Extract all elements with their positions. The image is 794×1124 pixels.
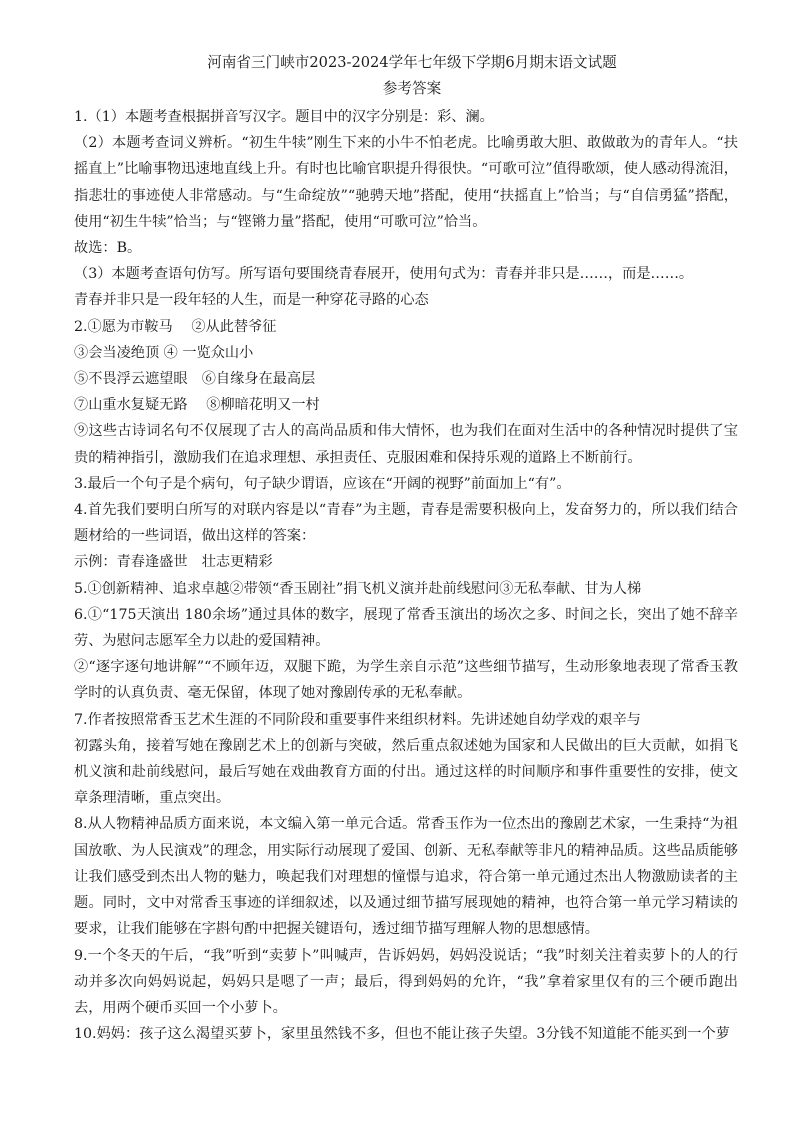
answer-paragraph: 2.①愿为市鞍马 ②从此替爷征	[74, 318, 277, 335]
answer-paragraph: 青春并非只是一段年轻的人生，而是一种穿花寻路的心态	[74, 292, 429, 309]
answer-paragraph: ⑦山重水复疑无路 ⑧柳暗花明又一村	[74, 397, 320, 414]
answer-paragraph: ③会当凌绝顶 ④ 一览众山小	[74, 344, 254, 361]
answer-paragraph: ⑨这些古诗词名句不仅展现了古人的高尚品质和伟大情怀，也为我们在面对生活中的各种情况时提供了宝贵的精神指引，激励我们在追求理想、承担责任、克服困难和保持乐观的道路上不断前行。	[74, 423, 738, 466]
answer-paragraph: 5.①创新精神、追求卓越②带领“香玉剧社”捐飞机义演并赴前线慰问③无私奉献、甘为人梯	[74, 580, 642, 597]
answer-paragraph: 1.（1）本题考查根据拼音写汉字。题目中的汉字分别是：彩、澜。	[74, 109, 494, 125]
answer-paragraph: 故选：B。	[74, 240, 142, 257]
answer-paragraph: 10.妈妈：孩子这么渴望买萝卜，家里虽然钱不多，但也不能让孩子失望。3分钱不知道能不能买到一个萝	[74, 1026, 730, 1043]
answer-paragraph: ②“逐字逐句地讲解”“不顾年迈，双腿下跪，为学生亲自示范”这些细节描写，生动形象地表现了常香玉教学时的认真负责、毫无保留，体现了她对豫剧传承的无私奉献。	[74, 659, 738, 702]
answer-paragraph: （2）本题考查词义辨析。“初生牛犊”刚生下来的小牛不怕老虎。比喻勇敢大胆、敢做敢为的青年人。“扶摇直上”比喻事物迅速地直线上升。有时也比喻官职提升得很快。“可歌可泣”值得歌颂，使人感动得流泪，指悲壮的事迹使人非常感动。与“生命绽放”“驰骋天地”搭配，使用“扶摇直上”恰当；与“自信勇猛”搭配，使用“初生牛犊”恰当；与“铿锵力量”搭配，使用“可歌可泣”恰当。	[74, 135, 738, 230]
answer-paragraph: 3.最后一个句子是个病句，句子缺少谓语，应该在“开阔的视野”前面加上“有”。	[74, 475, 571, 492]
answer-paragraph: 9.一个冬天的午后，“我”听到“卖萝卜”叫喊声，告诉妈妈，妈妈没说话；“我”时刻关注着卖萝卜的人的行动并多次向妈妈说起，妈妈只是嗯了一声；最后，得到妈妈的允许，“我”拿着家里仅有的三个硬币跑出去，用两个硬币买回一个小萝卜。	[74, 947, 738, 1016]
answer-paragraph: 6.①“175天演出 180余场”通过具体的数字，展现了常香玉演出的场次之多、时间之长，突出了她不辞辛劳、为慰问志愿军全力以赴的爱国精神。	[74, 606, 738, 650]
answer-paragraph: 4.首先我们要明白所写的对联内容是以“青春”为主题，青春是需要积极向上，发奋努力的，所以我们结合题材给的一些词语，做出这样的答案：	[74, 502, 738, 545]
answer-paragraph: 7.作者按照常香玉艺术生涯的不同阶段和重要事件来组织材料。先讲述她自幼学戏的艰辛与	[74, 711, 641, 728]
answer-paragraph: ⑤不畏浮云遮望眼 ⑥自缘身在最高层	[74, 371, 316, 388]
answer-paragraph: 初露头角，接着写她在豫剧艺术上的创新与突破，然后重点叙述她为国家和人民做出的巨大贡献，如捐飞机义演和赴前线慰问，最后写她在戏曲教育方面的付出。通过这样的时间顺序和事件重要性的安排，使文章条理清晰，重点突出。	[74, 737, 738, 807]
answer-paragraph: 示例：青春逢盛世 壮志更精彩	[74, 554, 273, 571]
answer-paragraph: （3）本题考查语句仿写。所写语句要围绕青春展开，使用句式为：青春并非只是……，而是……。	[74, 266, 694, 283]
answer-paragraph: 8.从人物精神品质方面来说，本文编入第一单元合适。常香玉作为一位杰出的豫剧艺术家，一生秉持“为祖国放歌、为人民演戏”的理念，用实际行动展现了爱国、创新、无私奉献等非凡的精神品质。这些品质能够让我们感受到杰出人物的魅力，唤起我们对理想的憧憬与追求，符合第一单元通过杰出人物激励读者的主题。同时，文中对常香玉事迹的详细叙述，以及通过细节描写展现她的精神，也符合第一单元学习精读的要求，让我们能够在字斟句酌中把握关键语句，透过细节描写理解人物的思想感情。	[74, 816, 738, 938]
page-title: 河南省三门峡市2023-2024学年七年级下学期6月期末语文试题	[207, 54, 617, 71]
page-subtitle: 参考答案	[382, 80, 442, 97]
